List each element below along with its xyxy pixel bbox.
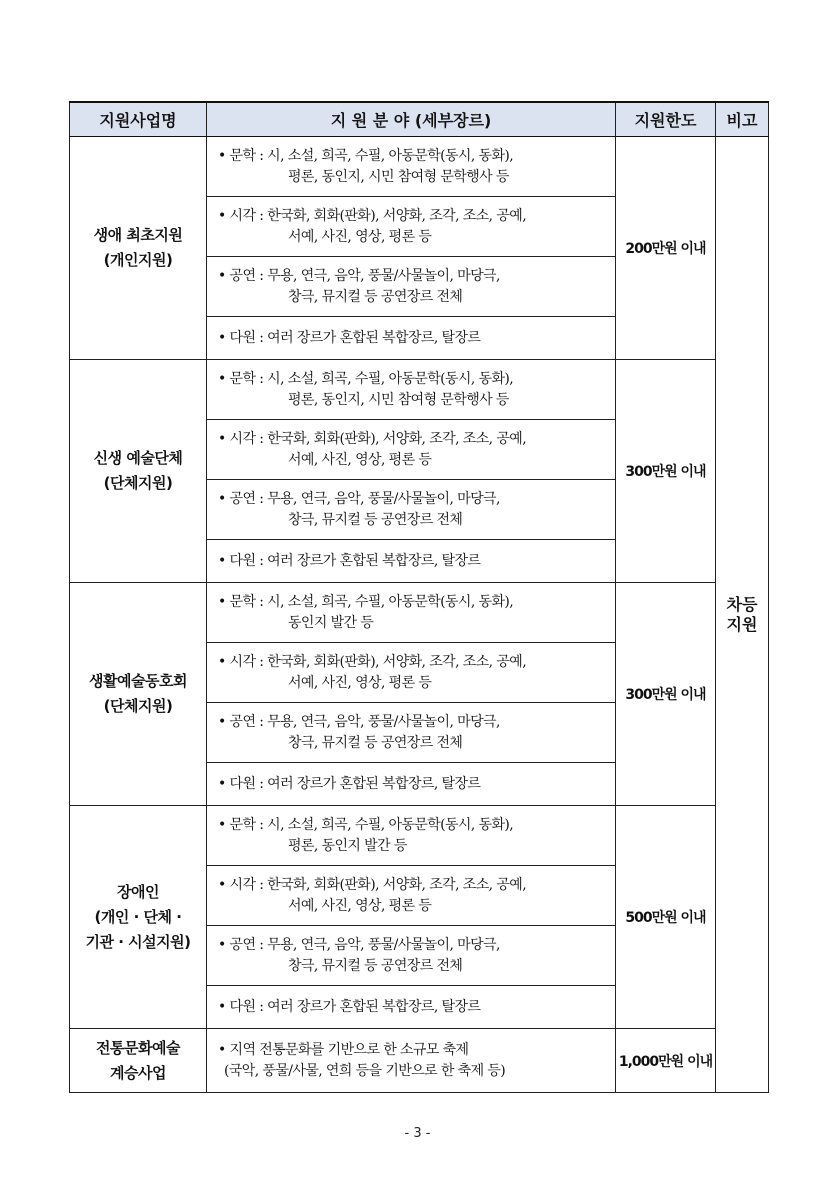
- limit-cell: 300만원 이내: [616, 360, 716, 583]
- field-cell: • 다원 : 여러 장르가 혼합된 복합장르, 탈장르: [207, 540, 616, 583]
- field-cell: • 시각 : 한국화, 회화(판화), 서양화, 조각, 조소, 공예, 서예, 사진, 영상, 평론 등: [207, 420, 616, 480]
- table-row: [70, 583, 769, 643]
- field-cell: • 문학 : 시, 소설, 희곡, 수필, 아동문학(동시, 동화), 동인지 발간 등: [207, 583, 616, 643]
- field-cell: • 공연 : 무용, 연극, 음악, 풍물/사물놀이, 마당극, 창극, 뮤지컬 등 공연장르 전체: [207, 926, 616, 986]
- limit-cell: 500만원 이내: [616, 806, 716, 1029]
- program-name: 전통문화예술 계승사업: [70, 1029, 207, 1093]
- field-cell: • 시각 : 한국화, 회화(판화), 서양화, 조각, 조소, 공예, 서예, 사진, 영상, 평론 등: [207, 197, 616, 257]
- field-cell: • 지역 전통문화를 기반으로 한 소규모 축제 (국악, 풍물/사물, 연희 등을 기반으로 한 축제 등): [207, 1029, 616, 1093]
- header-note: 비고: [716, 102, 769, 137]
- field-cell: • 시각 : 한국화, 회화(판화), 서양화, 조각, 조소, 공예, 서예, 사진, 영상, 평론 등: [207, 866, 616, 926]
- header-field: 지 원 분 야 (세부장르): [207, 102, 616, 137]
- table-row: [70, 360, 769, 420]
- header-program: 지원사업명: [70, 102, 207, 137]
- field-cell: • 다원 : 여러 장르가 혼합된 복합장르, 탈장르: [207, 317, 616, 360]
- field-cell: • 문학 : 시, 소설, 희곡, 수필, 아동문학(동시, 동화), 평론, 동인지, 시민 참여형 문학행사 등: [207, 360, 616, 420]
- program-name: 생애 최초지원 (개인지원): [70, 137, 207, 360]
- field-cell: • 문학 : 시, 소설, 희곡, 수필, 아동문학(동시, 동화), 평론, 동인지 발간 등: [207, 806, 616, 866]
- table-row: [70, 137, 769, 197]
- field-cell: • 시각 : 한국화, 회화(판화), 서양화, 조각, 조소, 공예, 서예, 사진, 영상, 평론 등: [207, 643, 616, 703]
- table-row: [70, 1029, 769, 1093]
- field-cell: • 문학 : 시, 소설, 희곡, 수필, 아동문학(동시, 동화), 평론, 동인지, 시민 참여형 문학행사 등: [207, 137, 616, 197]
- page-number: - 3 -: [404, 1126, 431, 1141]
- table-header-row: [70, 102, 769, 137]
- limit-cell: 300만원 이내: [616, 583, 716, 806]
- field-cell: • 다원 : 여러 장르가 혼합된 복합장르, 탈장르: [207, 763, 616, 806]
- program-name: 생활예술동호회 (단체지원): [70, 583, 207, 806]
- support-program-table: [69, 101, 769, 1093]
- limit-cell: 200만원 이내: [616, 137, 716, 360]
- note-cell: 차등 지원: [716, 137, 769, 1093]
- field-cell: • 공연 : 무용, 연극, 음악, 풍물/사물놀이, 마당극, 창극, 뮤지컬 등 공연장르 전체: [207, 480, 616, 540]
- header-limit: 지원한도: [616, 102, 716, 137]
- program-name: 신생 예술단체 (단체지원): [70, 360, 207, 583]
- field-cell: • 공연 : 무용, 연극, 음악, 풍물/사물놀이, 마당극, 창극, 뮤지컬 등 공연장르 전체: [207, 703, 616, 763]
- limit-cell: 1,000만원 이내: [616, 1029, 716, 1093]
- field-cell: • 공연 : 무용, 연극, 음악, 풍물/사물놀이, 마당극, 창극, 뮤지컬 등 공연장르 전체: [207, 257, 616, 317]
- table-row: [70, 806, 769, 866]
- program-name: 장애인 (개인 · 단체 · 기관 · 시설지원): [70, 806, 207, 1029]
- field-cell: • 다원 : 여러 장르가 혼합된 복합장르, 탈장르: [207, 986, 616, 1029]
